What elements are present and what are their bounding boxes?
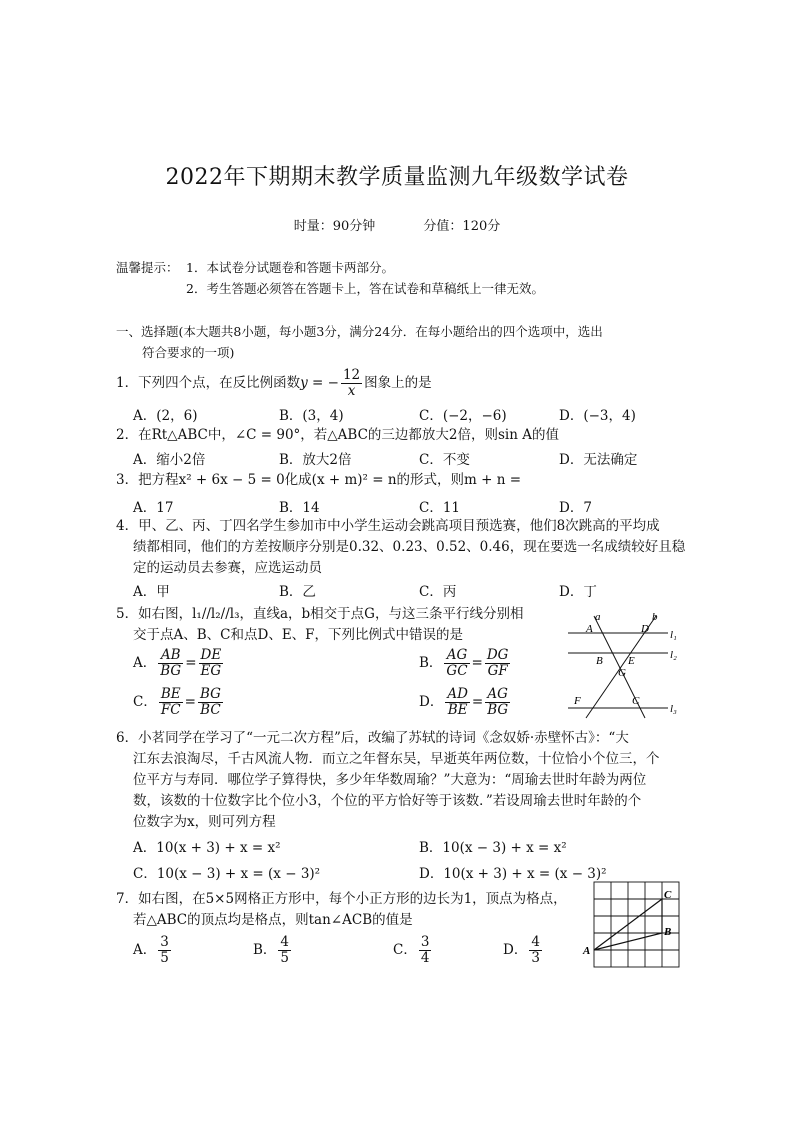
exam-meta: [0, 215, 794, 234]
label-l2: l₂: [670, 649, 677, 661]
question-6-line: 位平方与寿同．哪位学子算得快，多少年华数周瑜？”大意为：“周瑜去世时年龄为两位: [133, 772, 647, 788]
option-a: A． $\frac{3}{5}$: [133, 934, 169, 966]
label-C: C: [664, 889, 672, 901]
option-b: B．乙: [279, 584, 316, 600]
question-5-line: 交于点A、B、C和点D、E、F，下列比例式中错误的是: [133, 627, 464, 643]
option-b: B．10(x − 3) + x = x²: [419, 840, 567, 856]
option-b: B． $\frac{4}{5}$: [253, 934, 290, 966]
tip-item-2: 2．考生答题必须答在答题卡上，答在试卷和草稿纸上一律无效。: [186, 281, 544, 296]
question-6-line: 江东去浪淘尽，千古风流人物．而立之年督东吴，早逝英年两位数，十位恰小个位三，个: [133, 751, 660, 767]
option-b: B． $\frac{AG}{GC}$ = $\frac{DG}{GF}$: [419, 647, 509, 679]
section-heading-cont: 符合要求的一项): [142, 345, 235, 360]
fraction: $\frac{12}{x}$: [342, 367, 361, 399]
option-d: D．10(x + 3) + x = (x − 3)²: [419, 866, 607, 882]
option-d: D． $\frac{4}{3}$: [503, 934, 540, 966]
option-a: A．甲: [133, 584, 170, 600]
parallel-lines-figure: [560, 606, 690, 722]
option-c: C．丙: [419, 584, 457, 600]
option-b: B．14: [279, 500, 320, 516]
label-C: C: [632, 695, 640, 707]
option-d: D．(−3，4): [559, 408, 636, 424]
label-B: B: [664, 926, 672, 938]
label-l1: l₁: [670, 629, 677, 641]
section-heading: 一、选择题(本大题共8小题，每小题3分，满分24分．在每小题给出的四个选项中，选出: [116, 324, 603, 339]
option-d: D． $\frac{AD}{BE}$ = $\frac{AG}{BG}$: [419, 686, 509, 718]
question-4-line: 绩都相同，他们的方差按顺序分别是0.32、0.23、0.52、0.46，现在要选一名成绩较好且稳: [133, 539, 686, 555]
grid-figure: [580, 878, 684, 970]
option-c: C． $\frac{3}{4}$: [393, 934, 430, 966]
question-4: 4．甲、乙、丙、丁四名学生参加市中小学生运动会跳高项目预选赛，他们8次跳高的平均成: [116, 518, 660, 534]
question-3: 3．把方程x² + 6x − 5 = 0化成(x + m)² = n的形式，则m + n =: [116, 472, 522, 488]
option-a: A．缩小2倍: [133, 452, 206, 468]
question-6-line: 位数字为x，则可列方程: [133, 814, 276, 830]
option-d: D．7: [559, 500, 592, 516]
label-E: E: [628, 655, 635, 667]
tips-label: 温馨提示：: [116, 260, 179, 275]
option-d: D．无法确定: [559, 452, 638, 468]
option-b: B．(3，4): [279, 408, 344, 424]
question-6-line: 数，该数的十位数字比个位小3，个位的平方恰好等于该数．”若设周瑜去世时年龄的个: [133, 793, 642, 809]
option-d: D．丁: [559, 584, 597, 600]
question-1: 1．下列四个点，在反比例函数y = − $\frac{12}{x}$ 图象上的是: [116, 367, 432, 399]
label-D: D: [641, 623, 649, 635]
option-a: A． $\frac{AB}{BG}$ = $\frac{DE}{EG}$: [133, 647, 222, 679]
question-4-line: 定的运动员去参赛，应选运动员: [133, 560, 322, 576]
label-A: A: [586, 623, 593, 635]
option-a: A．17: [133, 500, 174, 516]
option-c: C．不变: [419, 452, 470, 468]
option-a: A．(2，6): [133, 408, 198, 424]
option-c: C．10(x − 3) + x = (x − 3)²: [133, 866, 321, 882]
label-B: B: [596, 655, 603, 667]
label-F: F: [574, 695, 581, 707]
label-G: G: [618, 667, 626, 679]
option-c: C．11: [419, 500, 461, 516]
option-c: C． $\frac{BE}{FC}$ = $\frac{BG}{BC}$: [133, 686, 221, 718]
label-b: b: [652, 611, 658, 623]
label-l3: l₃: [670, 703, 677, 715]
label-A: A: [583, 945, 591, 957]
time-limit: 时量：90分钟: [293, 219, 376, 234]
tip-item-1: 1．本试卷分试题卷和答题卡两部分。: [186, 260, 394, 275]
option-b: B．放大2倍: [279, 452, 352, 468]
question-7-line: 若△ABC的顶点均是格点，则tan∠ACB的值是: [133, 912, 413, 928]
function-lhs: y = −: [300, 375, 339, 391]
question-5: 5．如右图，l₁//l₂//l₃，直线a，b相交于点G，与这三条平行线分别相: [116, 606, 524, 622]
label-a: a: [595, 611, 601, 623]
question-7: 7．如右图，在5×5网格正方形中，每个小正方形的边长为1，顶点为格点，: [116, 891, 567, 907]
option-c: C．(−2，−6): [419, 408, 507, 424]
question-6: 6．小茗同学在学习了“一元二次方程”后，改编了苏轼的诗词《念奴娇·赤壁怀古》：“大: [116, 730, 629, 746]
option-a: A．10(x + 3) + x = x²: [133, 840, 281, 856]
total-score: 分值：120分: [423, 219, 501, 234]
question-2: 2．在Rt△ABC中，∠C = 90°，若△ABC的三边都放大2倍，则sin A的值: [116, 427, 559, 443]
page-title: 2022年下期期末教学质量监测九年级数学试卷: [165, 165, 629, 190]
